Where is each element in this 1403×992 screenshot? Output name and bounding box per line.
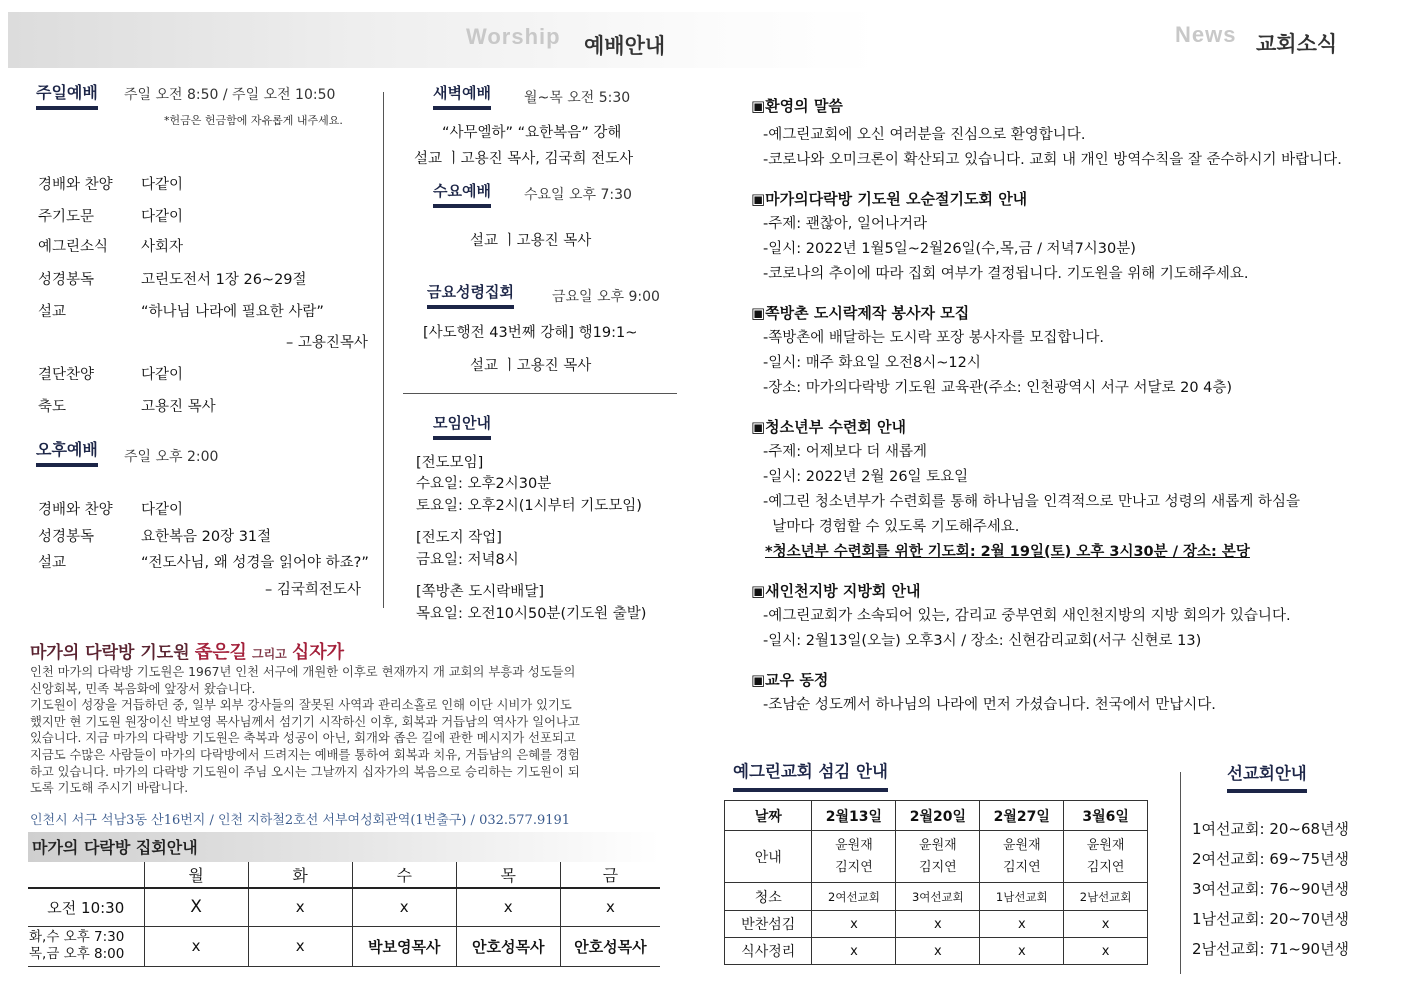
story-line: 도록 기도해 주시기 바랍니다. xyxy=(30,781,189,796)
gathering-cell: X xyxy=(144,888,248,926)
afternoon-row-label: 성경봉독 xyxy=(38,529,95,545)
news-item-line: -쪽방촌에 배달하는 도시락 포장 봉사자를 모집합니다. xyxy=(763,330,1105,346)
gathering-table xyxy=(28,862,660,967)
sunday-row-label: 축도 xyxy=(38,399,67,415)
meeting-group-line: 토요일: 오후2시(1시부터 기도모임) xyxy=(416,498,642,514)
dawn-title-wrap xyxy=(433,82,491,110)
sunday-row-value: 다같이 xyxy=(141,367,184,383)
gathering-cell: x xyxy=(560,888,660,926)
dawn-line2: 설교 ㅣ고용진 목사, 김국희 전도사 xyxy=(414,151,634,167)
news-item-line: -주제: 어제보다 더 새롭게 xyxy=(763,444,928,460)
news-item-line: -예그린 청소년부가 수련회를 통해 하나님을 인격적으로 만나고 성령의 새롭게 하심을 xyxy=(763,494,1300,510)
story-title-a: 마가의 다락방 기도원 xyxy=(30,643,190,663)
service-guide-name: 윤원재 xyxy=(919,837,957,853)
gathering-day: 월 xyxy=(144,862,248,888)
meetings-title: 모임안내 xyxy=(433,412,491,440)
story-body xyxy=(30,664,680,797)
service-guide-name: 김지연 xyxy=(1002,859,1041,875)
news-item-title: ▣마가의다락방 기도원 오순절기도회 안내 xyxy=(751,190,1028,208)
gathering-title: 마가의 다락방 집회안내 xyxy=(32,838,198,857)
sunday-row-label: 예그린소식 xyxy=(38,239,109,255)
mission-item: 1여선교회: 20~68년생 xyxy=(1192,820,1350,838)
service-guide-name: 윤원재 xyxy=(1086,837,1125,853)
mission-item: 1남선교회: 20~70년생 xyxy=(1192,910,1350,928)
story-line: 인천 마가의 다락방 기도원은 1967년 인천 서구에 개원한 이후로 현재까지 개 교회의 부흥과 성도들의 xyxy=(30,665,576,679)
afternoon-worship-time: 주일 오후 2:00 xyxy=(124,449,219,465)
gathering-day: 목 xyxy=(456,862,560,888)
news-item-title: ▣환영의 말씀 xyxy=(751,97,843,115)
gathering-cell: x xyxy=(248,888,352,926)
meeting-group-name: [전도지 작업] xyxy=(416,530,502,546)
missions-divider xyxy=(1180,772,1181,974)
meeting-group-name: [전도모임] xyxy=(416,455,484,471)
gathering-evening-label-1: 화,수 오후 7:30 xyxy=(29,929,125,945)
news-item-line: -일시: 2022년 2월 26일 토요일 xyxy=(763,469,969,485)
service-cell: x xyxy=(896,938,980,965)
news-item-line: -장소: 마가의다락방 기도원 교육관(주소: 인천광역시 서구 서달로 20 4층) xyxy=(763,380,1233,396)
gathering-cell: x xyxy=(144,926,248,966)
story-line: 기도원이 성장을 거듭하던 중, 일부 외부 강사들의 잘못된 사역과 관리소홀로 인해 이단 시비가 있기도 xyxy=(30,698,572,713)
service-guide-label: 안내 xyxy=(725,831,812,883)
gathering-day: 수 xyxy=(352,862,456,888)
news-item-line: 날마다 경험할 수 있도록 기도해주세요. xyxy=(763,519,1020,535)
mission-item: 3여선교회: 76~90년생 xyxy=(1192,880,1350,898)
sunday-worship-title: 주일예배 xyxy=(36,80,98,110)
friday-line2: 설교 ㅣ고용진 목사 xyxy=(470,358,592,374)
gathering-evening-label xyxy=(28,926,144,966)
sunday-worship-title-wrap xyxy=(36,80,98,110)
afternoon-worship-title-wrap xyxy=(36,437,98,467)
service-guide-name: 윤원재 xyxy=(835,837,873,853)
service-cell: 3여선교회 xyxy=(896,883,980,911)
story-title-b: 좁은길 xyxy=(194,642,247,663)
worship-header-bar xyxy=(8,12,880,68)
sunday-row-value: 고용진 목사 xyxy=(141,399,216,415)
service-guide-name: 윤원재 xyxy=(1002,837,1041,853)
meeting-group-line: 금요일: 저녁8시 xyxy=(416,552,519,568)
story-line: 있습니다. 지금 마가의 다락방 기도원은 축복과 성공이 아닌, 회개와 좁은 길에 관한 메시지가 선포되고 xyxy=(30,731,576,746)
service-row-label: 청소 xyxy=(725,883,812,911)
service-guide-name: 김지연 xyxy=(1086,859,1125,875)
story-line: 했지만 현 기도원 원장이신 박보영 목사님께서 섬기기 시작하신 이후, 회복과 거듭남의 역사가 일어나고 xyxy=(30,714,580,729)
service-cell: 2남선교회 xyxy=(1064,883,1148,911)
gathering-corner xyxy=(28,862,144,888)
sunday-sermon-title: “하나님 나라에 필요한 사람” xyxy=(141,304,324,320)
missions-title: 선교회안내 xyxy=(1227,760,1307,793)
service-cell: x xyxy=(812,938,896,965)
news-list xyxy=(751,95,1391,718)
sunday-row-value: 고린도전서 1장 26~29절 xyxy=(141,272,307,288)
sunday-row-label: 설교 xyxy=(38,304,67,320)
news-item-title: ▣교우 동정 xyxy=(751,671,829,689)
sunday-row-value: 다같이 xyxy=(141,209,184,225)
meeting-group-name: [쪽방촌 도시락배달] xyxy=(416,584,544,600)
service-cell: x xyxy=(980,938,1064,965)
sunday-row-label: 주기도문 xyxy=(38,209,95,225)
service-header: 2월13일 xyxy=(812,801,896,831)
service-table xyxy=(724,800,1148,965)
worship-header-en: Worship xyxy=(466,24,561,49)
news-header-en: News xyxy=(1175,22,1237,47)
afternoon-preacher: – 김국희전도사 xyxy=(265,582,361,598)
dawn-line1: “사무엘하” “요한복음” 강해 xyxy=(442,125,622,141)
service-cell: 2여선교회 xyxy=(812,883,896,911)
sunday-row-label: 결단찬양 xyxy=(38,367,95,383)
sunday-worship-time: 주일 오전 8:50 / 주일 오전 10:50 xyxy=(124,87,336,103)
service-cell: x xyxy=(1064,938,1148,965)
meetings-title-wrap xyxy=(433,412,491,440)
friday-title-wrap xyxy=(427,281,514,309)
offering-note: *헌금은 헌금함에 자유롭게 내주세요. xyxy=(164,114,343,127)
meeting-group-line: 수요일: 오후2시30분 xyxy=(416,476,552,492)
wednesday-title-wrap xyxy=(433,180,491,208)
service-row-label: 반찬섬김 xyxy=(725,911,812,938)
meetings-divider xyxy=(403,393,677,394)
service-title-wrap xyxy=(733,758,888,792)
gathering-cell: x xyxy=(456,888,560,926)
gathering-evening-label-2: 목,금 오후 8:00 xyxy=(29,946,125,962)
afternoon-row-value: 다같이 xyxy=(141,502,184,518)
afternoon-row-label: 설교 xyxy=(38,555,67,571)
afternoon-sermon-title: “전도사님, 왜 성경을 읽어야 하죠?” xyxy=(141,555,369,571)
service-guide-name: 김지연 xyxy=(835,859,873,875)
friday-time: 금요일 오후 9:00 xyxy=(552,289,660,305)
friday-line1: [사도행전 43번째 강해] 행19:1~ xyxy=(423,325,638,341)
friday-title: 금요성령집회 xyxy=(427,281,514,309)
gathering-row-label: 오전 10:30 xyxy=(28,888,144,926)
service-guide-cell xyxy=(980,831,1064,883)
service-header: 2월20일 xyxy=(896,801,980,831)
worship-header-ko: 예배안내 xyxy=(584,34,666,58)
news-item-title: ▣쪽방촌 도시락제작 봉사자 모집 xyxy=(751,304,970,322)
meeting-group-line: 목요일: 오전10시50분(기도원 출발) xyxy=(416,606,647,622)
service-header: 3월6일 xyxy=(1064,801,1148,831)
service-cell: x xyxy=(980,911,1064,938)
afternoon-row-value: 요한복음 20장 31절 xyxy=(141,529,272,545)
column-divider xyxy=(383,92,384,608)
story-address: 인천시 서구 석남3동 산16번지 / 인천 지하철2호선 서부여성회관역(1번출구) / 032.577.9191 xyxy=(30,813,571,828)
news-item-line: -일시: 매주 화요일 오전8시~12시 xyxy=(763,355,981,371)
story-line: 하고 있습니다. 마가의 다락방 기도원이 주님 오시는 그날까지 십자가의 복음으로 승리하는 기도원이 되 xyxy=(30,764,580,779)
service-title: 예그린교회 섬김 안내 xyxy=(733,758,888,792)
sunday-row-label: 성경봉독 xyxy=(38,272,95,288)
service-header: 날짜 xyxy=(725,801,812,831)
service-guide-cell xyxy=(1064,831,1148,883)
sunday-row-value: 다같이 xyxy=(141,177,184,193)
news-header-ko: 교회소식 xyxy=(1256,32,1338,56)
mission-item: 2여선교회: 69~75년생 xyxy=(1192,850,1350,868)
news-item-line: -조남순 성도께서 하나님의 나라에 먼저 가셨습니다. 천국에서 만납시다. xyxy=(763,697,1216,713)
story-line: 신앙회복, 민족 복음화에 앞장서 왔습니다. xyxy=(30,681,256,696)
news-item-line: -일시: 2월13일(오늘) 오후3시 / 장소: 신현감리교회(서구 신현로 13) xyxy=(763,633,1202,649)
story-line: 지금도 수많은 사람들이 마가의 다락방에서 드려지는 예배를 통하여 회복과 치유, 거듭남의 은혜를 경험 xyxy=(30,747,580,762)
story-title-c: 그리고 xyxy=(252,647,287,661)
dawn-time: 월~목 오전 5:30 xyxy=(524,90,631,106)
wednesday-title: 수요예배 xyxy=(433,180,491,208)
wednesday-line: 설교 ㅣ고용진 목사 xyxy=(470,233,592,249)
service-guide-cell xyxy=(896,831,980,883)
gathering-cell: x xyxy=(352,888,456,926)
service-cell: x xyxy=(1064,911,1148,938)
sunday-row-value: 사회자 xyxy=(141,239,184,255)
afternoon-worship-title: 오후예배 xyxy=(36,437,98,467)
story-title xyxy=(30,638,344,664)
dawn-title: 새벽예배 xyxy=(433,82,491,110)
service-cell: x xyxy=(896,911,980,938)
service-cell: x xyxy=(812,911,896,938)
gathering-cell: 박보영목사 xyxy=(352,926,456,966)
news-item-line: -예그린교회가 소속되어 있는, 감리교 중부연회 새인천지방의 지방 회의가 있습니다. xyxy=(763,608,1291,624)
service-cell: 1남선교회 xyxy=(980,883,1064,911)
news-item-line: -일시: 2022년 1월5일~2월26일(수,목,금 / 저녁7시30분) xyxy=(763,241,1136,257)
gathering-cell: 안호성목사 xyxy=(560,926,660,966)
service-guide-cell xyxy=(812,831,896,883)
news-item-line: -주제: 괜찮아, 일어나거라 xyxy=(763,216,928,232)
news-item-title: ▣청소년부 수련회 안내 xyxy=(751,418,907,436)
service-row-label: 식사정리 xyxy=(725,938,812,965)
news-item-emphasis: *청소년부 수련회를 위한 기도회: 2월 19일(토) 오후 3시30분 / 장소: 본당 xyxy=(765,544,1250,560)
sunday-row-label: 경배와 찬양 xyxy=(38,177,113,193)
service-guide-name: 김지연 xyxy=(919,859,957,875)
news-item-line: -코로나의 추이에 따라 집회 여부가 결정됩니다. 기도원을 위해 기도해주세요. xyxy=(763,266,1249,282)
gathering-day: 화 xyxy=(248,862,352,888)
afternoon-row-label: 경배와 찬양 xyxy=(38,502,113,518)
news-item-title: ▣새인천지방 지방회 안내 xyxy=(751,582,921,600)
wednesday-time: 수요일 오후 7:30 xyxy=(524,187,632,203)
mission-item: 2남선교회: 71~90년생 xyxy=(1192,940,1350,958)
gathering-cell: 안호성목사 xyxy=(456,926,560,966)
story-title-d: 십자가 xyxy=(291,642,345,663)
gathering-day: 금 xyxy=(560,862,660,888)
news-item-line: -예그린교회에 오신 여러분을 진심으로 환영합니다. xyxy=(763,127,1086,143)
missions-title-wrap xyxy=(1227,760,1307,793)
service-header: 2월27일 xyxy=(980,801,1064,831)
gathering-cell: x xyxy=(248,926,352,966)
news-item-line: -코로나와 오미크론이 확산되고 있습니다. 교회 내 개인 방역수칙을 잘 준수하시기 바랍니다. xyxy=(763,152,1342,168)
sunday-preacher: – 고용진목사 xyxy=(286,335,368,351)
